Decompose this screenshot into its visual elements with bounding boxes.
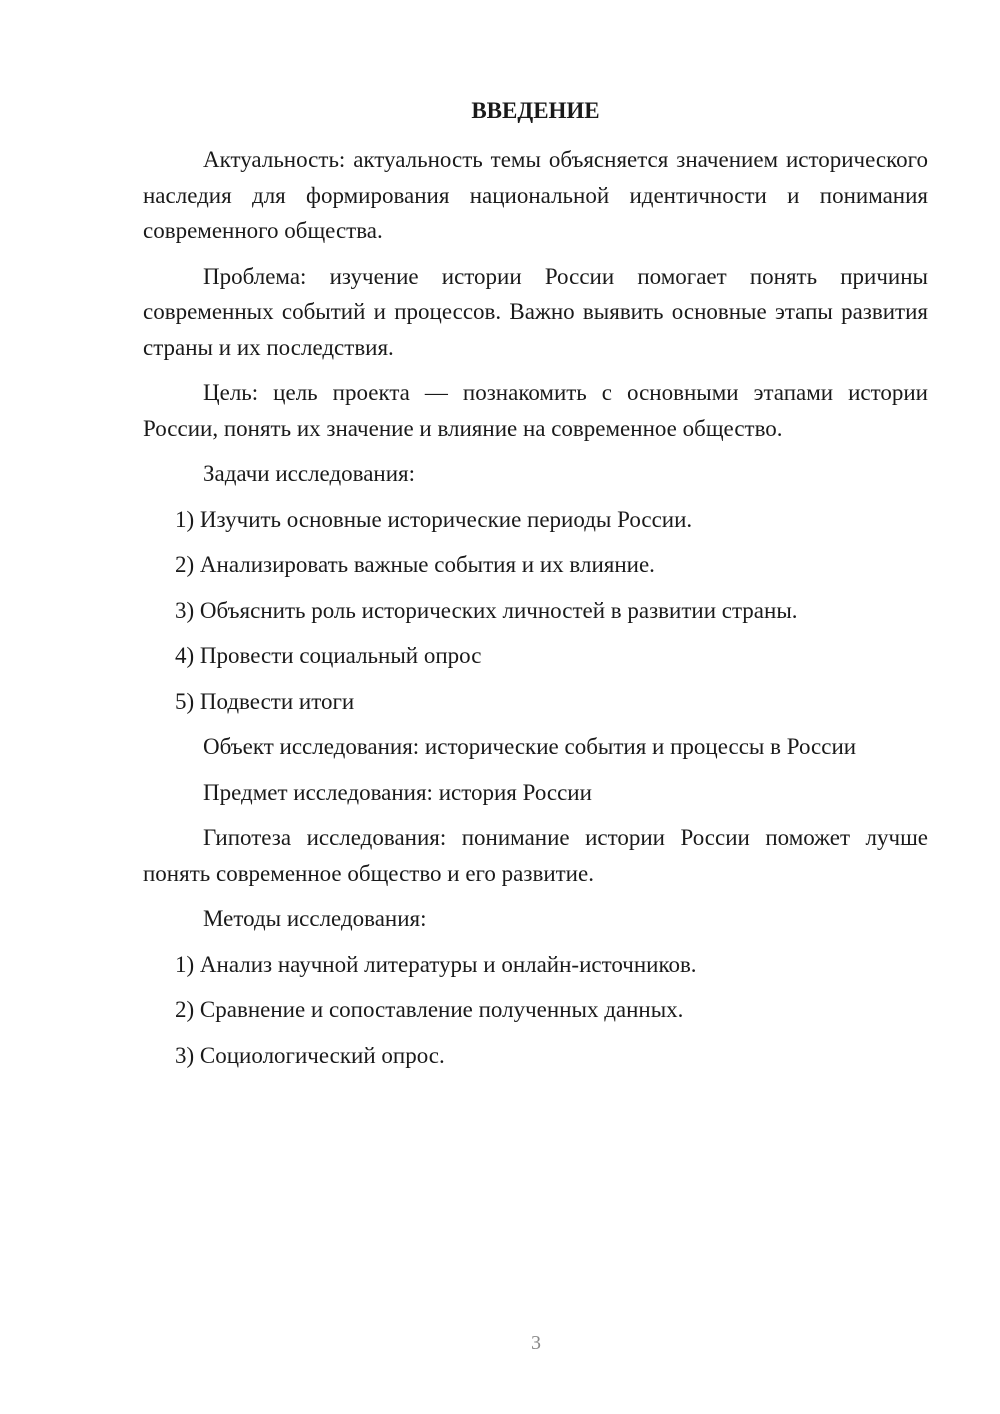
document-page	[143, 96, 928, 1073]
relevance-paragraph: Актуальность: актуальность темы объясняется значением исторического наследия для формирования национальной идентичности и понимания современного общества.	[143, 147, 928, 243]
list-item: 3) Объяснить роль исторических личностей в развитии страны.	[175, 597, 798, 623]
page-title: ВВЕДЕНИЕ	[471, 98, 600, 123]
goal-paragraph: Цель: цель проекта — познакомить с основными этапами истории России, понять их значение и влияние на современное общество.	[143, 380, 928, 441]
list-item: 3) Социологический опрос.	[175, 1042, 445, 1068]
list-item: 1) Анализ научной литературы и онлайн-источников.	[175, 951, 697, 977]
page-number: 3	[531, 1332, 541, 1354]
list-item: 4) Провести социальный опрос	[175, 643, 482, 668]
tasks-list	[143, 502, 928, 720]
list-item: 5) Подвести итоги	[175, 688, 355, 714]
subject-paragraph: Предмет исследования: история России	[203, 779, 592, 805]
hypothesis-paragraph: Гипотеза исследования: понимание истории России поможет лучше понять современное общество и его развитие.	[143, 825, 928, 886]
list-item: 2) Анализировать важные события и их влияние.	[175, 552, 655, 577]
methods-list	[143, 947, 928, 1074]
tasks-heading: Задачи исследования:	[203, 461, 416, 486]
problem-paragraph: Проблема: изучение истории России помогает понять причины современных событий и процессов. Важно выявить основные этапы развития страны и их последствия.	[143, 263, 928, 360]
list-item: 1) Изучить основные исторические периоды России.	[175, 506, 693, 532]
methods-heading: Методы исследования:	[203, 906, 427, 931]
list-item: 2) Сравнение и сопоставление полученных данных.	[175, 997, 684, 1022]
object-paragraph: Объект исследования: исторические события и процессы в России	[203, 734, 857, 759]
